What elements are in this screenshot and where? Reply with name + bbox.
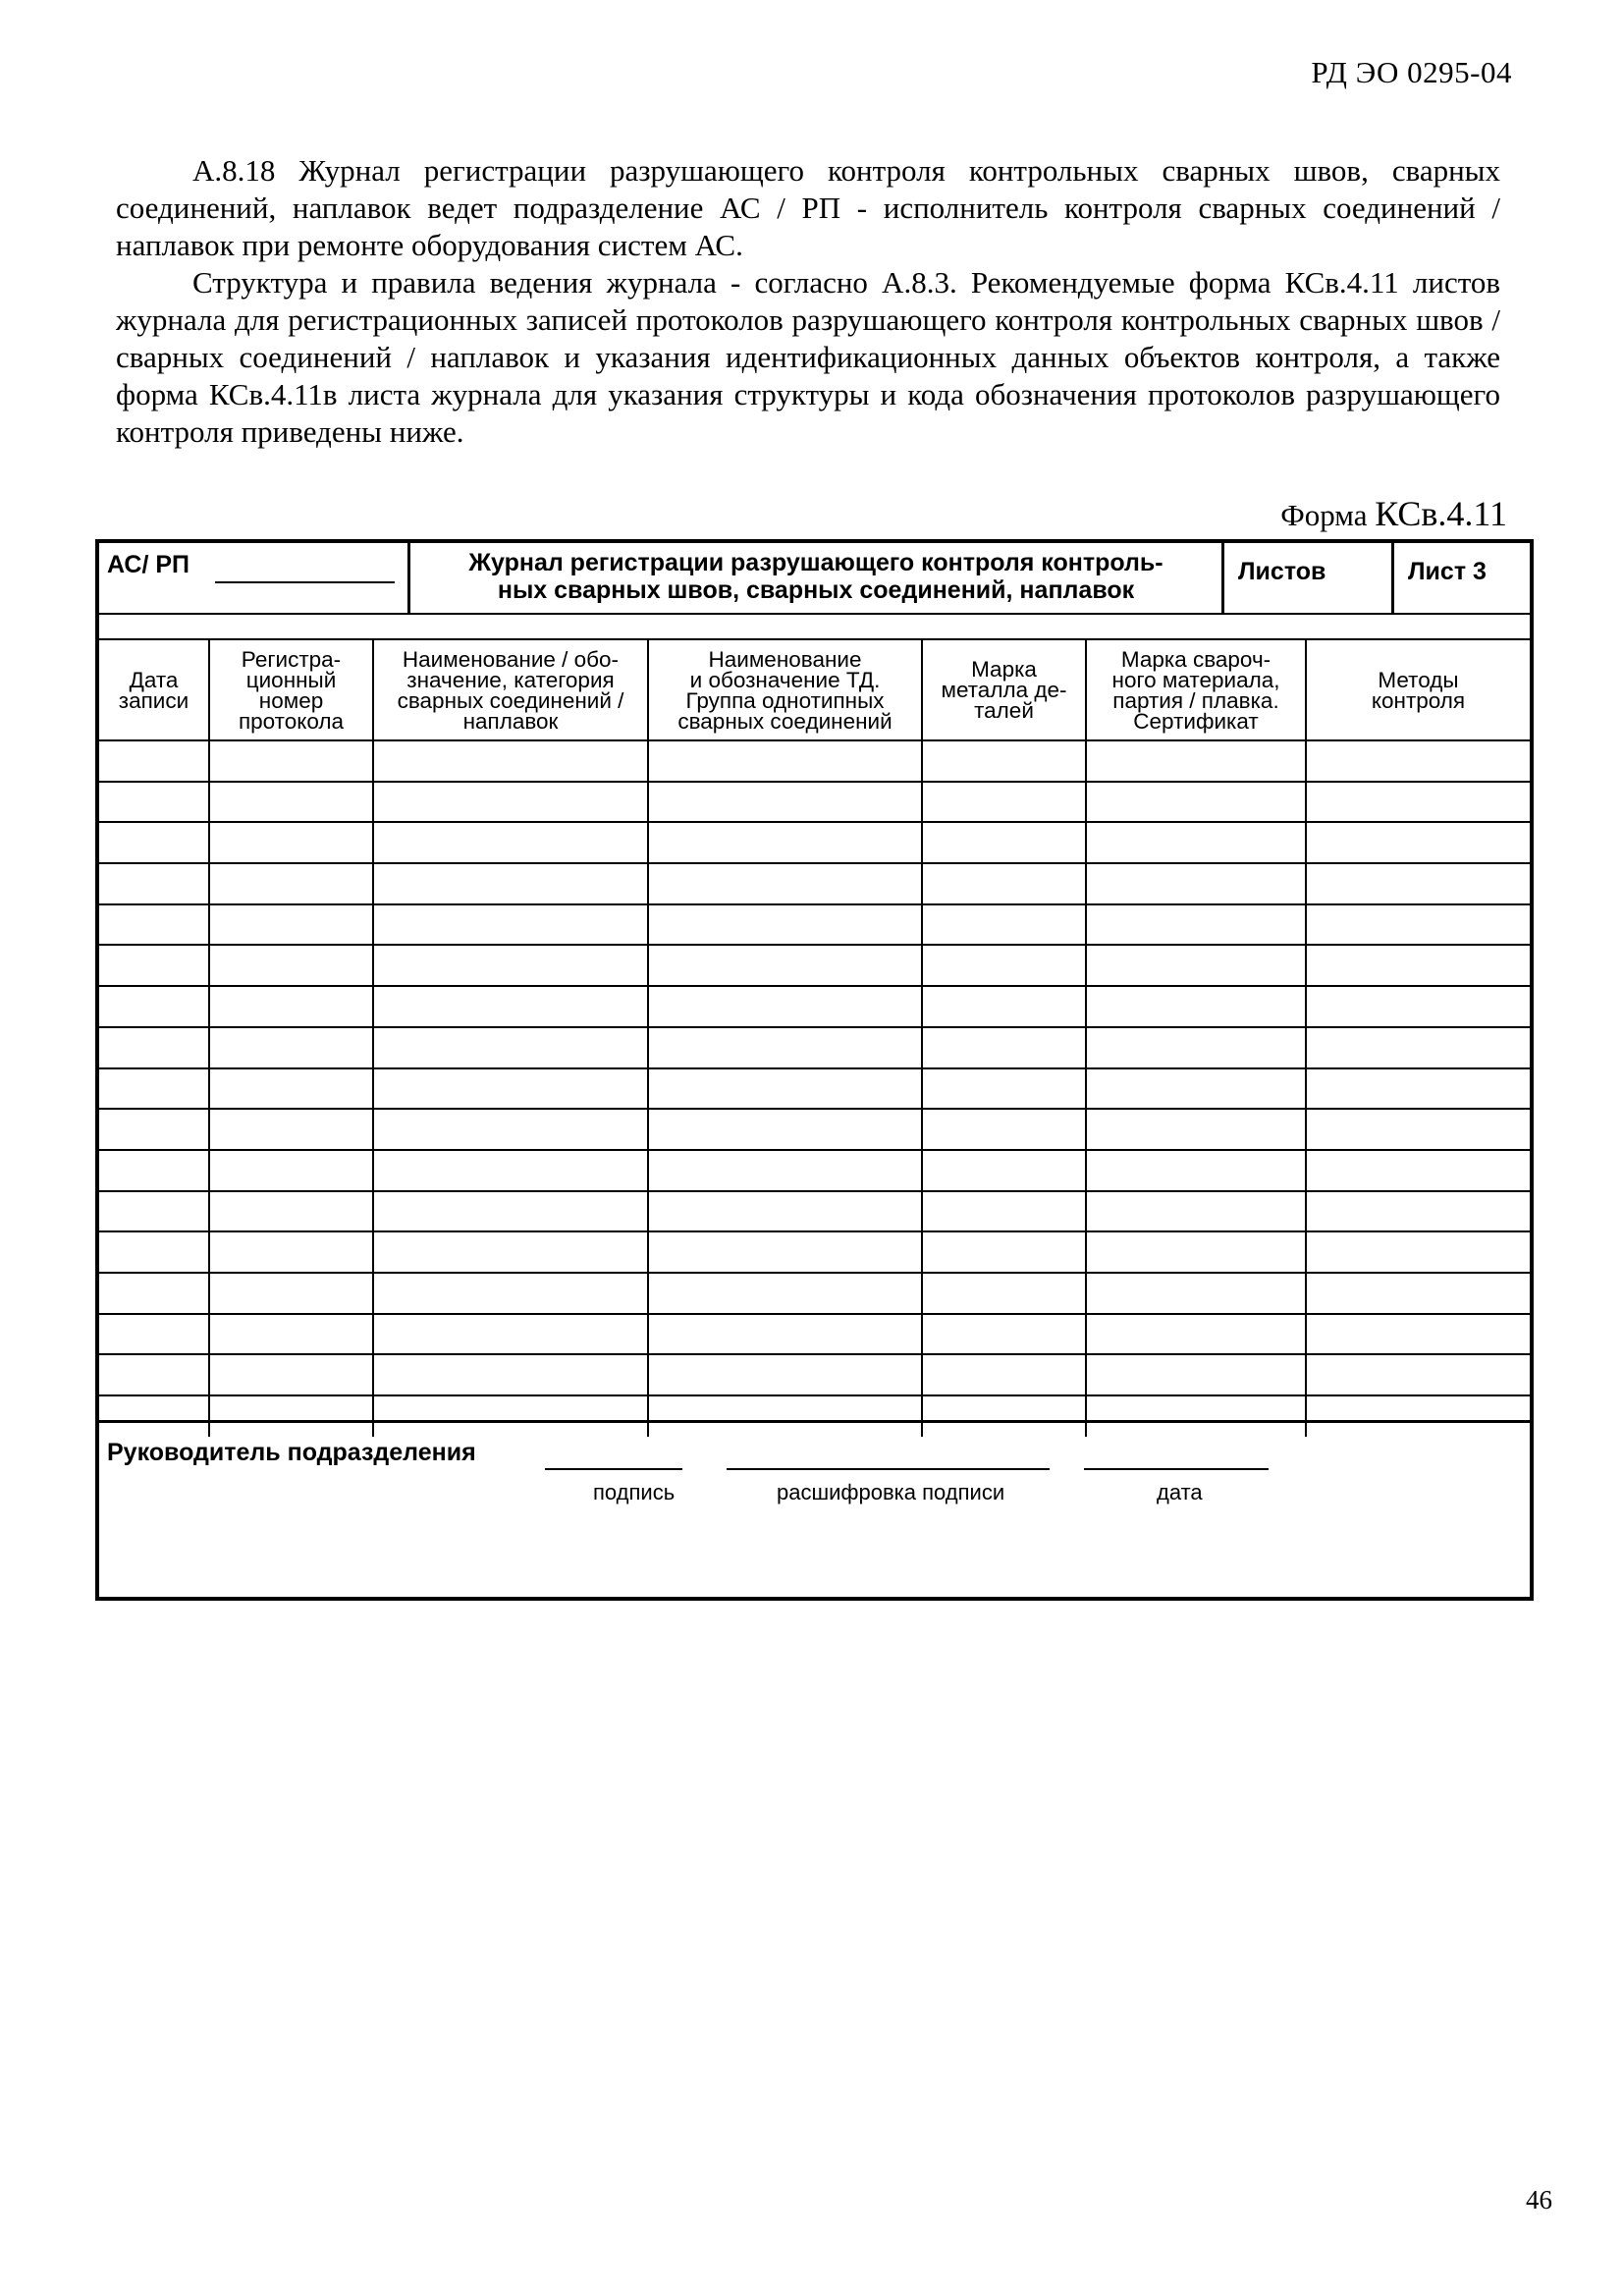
table-cell (373, 1354, 648, 1395)
table-cell (922, 904, 1086, 946)
table-cell (922, 1314, 1086, 1355)
as-rp-cell (99, 543, 410, 613)
paragraph-2: Структура и правила ведения журнала - согласно А.8.3. Рекомендуемые форма КСв.4.11 листов журнала для регистрационных записей протоколов разрушающего контроля контрольных сварных швов / сварных соединений / наплавок и указания идентификационных данных объектов контроля, а также форма КСв.4.11в листа журнала для указания структуры и кода обозначения протоколов разрушающего контроля приведены ниже. (116, 265, 1500, 449)
table-cell (373, 1150, 648, 1191)
table-cell (1306, 1314, 1530, 1355)
form-title-cell (410, 543, 1224, 613)
table-cell (648, 1191, 922, 1232)
table-cell (648, 945, 922, 986)
table-cell (209, 1191, 373, 1232)
table-cell (373, 1231, 648, 1273)
table-cell (1086, 1231, 1306, 1273)
table-cell (373, 945, 648, 986)
table-cell (648, 904, 922, 946)
table-cell (209, 904, 373, 946)
table-cell (373, 1068, 648, 1110)
table-row (99, 1150, 1530, 1191)
col-reg-number: Регистра- ционный номер протокола (209, 640, 373, 740)
table-row (99, 1191, 1530, 1232)
table-cell (209, 782, 373, 823)
table-row (99, 986, 1530, 1027)
table-cell (1086, 986, 1306, 1027)
date-line (1084, 1468, 1269, 1470)
table-cell (648, 1354, 922, 1395)
table-cell (209, 1354, 373, 1395)
table-cell (922, 822, 1086, 863)
table-cell (99, 1191, 209, 1232)
table-cell (1306, 1231, 1530, 1273)
table-cell (373, 1273, 648, 1314)
table-cell (209, 1273, 373, 1314)
table-cell (1086, 1354, 1306, 1395)
table-cell (209, 1231, 373, 1273)
table-cell (209, 1068, 373, 1110)
table-cell (1306, 863, 1530, 904)
table-cell (922, 986, 1086, 1027)
table-cell (648, 986, 922, 1027)
col-methods: Методы контроля (1306, 640, 1530, 740)
table-cell (99, 945, 209, 986)
table-cell (209, 1109, 373, 1150)
table-row (99, 1231, 1530, 1273)
column-header-row (99, 640, 1530, 740)
paragraph-1: А.8.18 Журнал регистрации разрушающего контроля контрольных сварных швов, сварных соединений, наплавок ведет подразделение АС / РП - исполнитель контроля сварных соединений / наплавок при ремонте оборудования систем АС. (116, 153, 1500, 262)
table-cell (1306, 1354, 1530, 1395)
form-header (99, 543, 1530, 615)
table-cell (922, 1068, 1086, 1110)
table-cell (1306, 1273, 1530, 1314)
as-rp-fill-line (215, 581, 395, 583)
signature-line (545, 1468, 682, 1470)
table-cell (922, 1191, 1086, 1232)
table-cell (1306, 1150, 1530, 1191)
table-cell (922, 1027, 1086, 1068)
table-cell (1086, 1109, 1306, 1150)
form-title-line-2: ных сварных швов, сварных соединений, наплавок (497, 576, 1135, 604)
table-cell (99, 1109, 209, 1150)
table-cell (648, 1231, 922, 1273)
table-cell (209, 1314, 373, 1355)
table-cell (1086, 945, 1306, 986)
table-cell (373, 1191, 648, 1232)
table-cell (373, 904, 648, 946)
table-cell (648, 1273, 922, 1314)
table-cell (1306, 904, 1530, 946)
table-cell (922, 945, 1086, 986)
col-date: Дата записи (99, 640, 209, 740)
table-row (99, 782, 1530, 823)
table-cell (373, 822, 648, 863)
table-cell (648, 1150, 922, 1191)
table-cell (209, 822, 373, 863)
decode-line (727, 1468, 1050, 1470)
table-cell (1086, 1273, 1306, 1314)
sheets-cell (1224, 543, 1394, 613)
table-cell (648, 1068, 922, 1110)
table-cell (1086, 782, 1306, 823)
table-cell (99, 1314, 209, 1355)
table-cell (99, 863, 209, 904)
table-cell (1306, 782, 1530, 823)
table-cell (99, 1231, 209, 1273)
signature-caption: подпись (593, 1480, 676, 1504)
sheet-cell (1394, 543, 1530, 613)
table-cell (1306, 740, 1530, 782)
form-title-line-1: Журнал регистрации разрушающего контроля контроль- (468, 549, 1163, 576)
table-row (99, 1109, 1530, 1150)
table-row (99, 822, 1530, 863)
table-cell (922, 1109, 1086, 1150)
journal-form (95, 539, 1534, 1601)
sheets-label: Листов (1238, 558, 1326, 585)
table-cell (1086, 1314, 1306, 1355)
table-cell (1086, 740, 1306, 782)
document-code: РД ЭО 0295-04 (1311, 55, 1512, 89)
table-cell (373, 1027, 648, 1068)
table-cell (209, 1027, 373, 1068)
table-row (99, 1027, 1530, 1068)
page-number: 46 (1526, 2185, 1552, 2214)
table-row (99, 945, 1530, 986)
table-cell (922, 740, 1086, 782)
table-cell (1306, 1027, 1530, 1068)
table-cell (99, 740, 209, 782)
table-cell (648, 822, 922, 863)
table-cell (373, 740, 648, 782)
table-cell (99, 1068, 209, 1110)
table-cell (1306, 1191, 1530, 1232)
table-cell (209, 740, 373, 782)
table-row (99, 740, 1530, 782)
table-cell (99, 1354, 209, 1395)
table-cell (1306, 1068, 1530, 1110)
date-caption: дата (1157, 1480, 1203, 1504)
table-cell (99, 1273, 209, 1314)
table-cell (1086, 863, 1306, 904)
table-cell (648, 782, 922, 823)
table-cell (922, 1150, 1086, 1191)
table-cell (373, 1109, 648, 1150)
table-cell (209, 945, 373, 986)
as-rp-label: АС/ РП (107, 551, 190, 578)
table-row (99, 1273, 1530, 1314)
table-cell (648, 740, 922, 782)
table-cell (99, 1150, 209, 1191)
table-cell (648, 1109, 922, 1150)
table-row (99, 863, 1530, 904)
col-metal-grade: Марка металла де- талей (922, 640, 1086, 740)
records-grid (99, 640, 1530, 1423)
head-label: Руководитель подразделения (107, 1439, 476, 1466)
table-cell (648, 863, 922, 904)
table-cell (99, 782, 209, 823)
table-cell (99, 986, 209, 1027)
col-welding-material: Марка свароч- ного материала, партия / плавка. Сертификат (1086, 640, 1306, 740)
table-cell (1086, 1068, 1306, 1110)
table-cell (99, 822, 209, 863)
table-cell (922, 782, 1086, 823)
table-cell (209, 863, 373, 904)
decode-caption: расшифровка подписи (777, 1480, 1005, 1504)
table-cell (209, 1150, 373, 1191)
records-table (99, 640, 1530, 1437)
table-row (99, 904, 1530, 946)
table-cell (1306, 945, 1530, 986)
table-cell (373, 986, 648, 1027)
form-title (410, 549, 1221, 604)
table-cell (1086, 822, 1306, 863)
table-cell (1086, 1027, 1306, 1068)
col-joint-name: Наименование / обо- значение, категория сварных соединений / наплавок (373, 640, 648, 740)
table-cell (99, 1027, 209, 1068)
table-cell (209, 986, 373, 1027)
table-cell (373, 1314, 648, 1355)
form-label-code: КСв.4.11 (1375, 494, 1507, 533)
table-cell (1306, 986, 1530, 1027)
table-cell (922, 863, 1086, 904)
table-cell (99, 904, 209, 946)
table-row (99, 1314, 1530, 1355)
table-cell (1086, 1191, 1306, 1232)
table-cell (1086, 1150, 1306, 1191)
col-td-name: Наименование и обозначение ТД. Группа однотипных сварных соединений (648, 640, 922, 740)
header-spacer-row (99, 615, 1530, 640)
table-cell (373, 782, 648, 823)
body-text (116, 152, 1500, 451)
form-footer (99, 1423, 1530, 1597)
table-row (99, 1354, 1530, 1395)
table-cell (1306, 822, 1530, 863)
table-cell (648, 1027, 922, 1068)
table-row (99, 1068, 1530, 1110)
form-label (1280, 493, 1507, 534)
table-cell (922, 1354, 1086, 1395)
table-cell (922, 1273, 1086, 1314)
table-cell (922, 1231, 1086, 1273)
table-cell (373, 863, 648, 904)
sheet-label: Лист 3 (1408, 558, 1487, 585)
form-label-prefix: Форма (1280, 498, 1368, 532)
table-cell (1306, 1109, 1530, 1150)
table-cell (648, 1314, 922, 1355)
table-cell (1086, 904, 1306, 946)
